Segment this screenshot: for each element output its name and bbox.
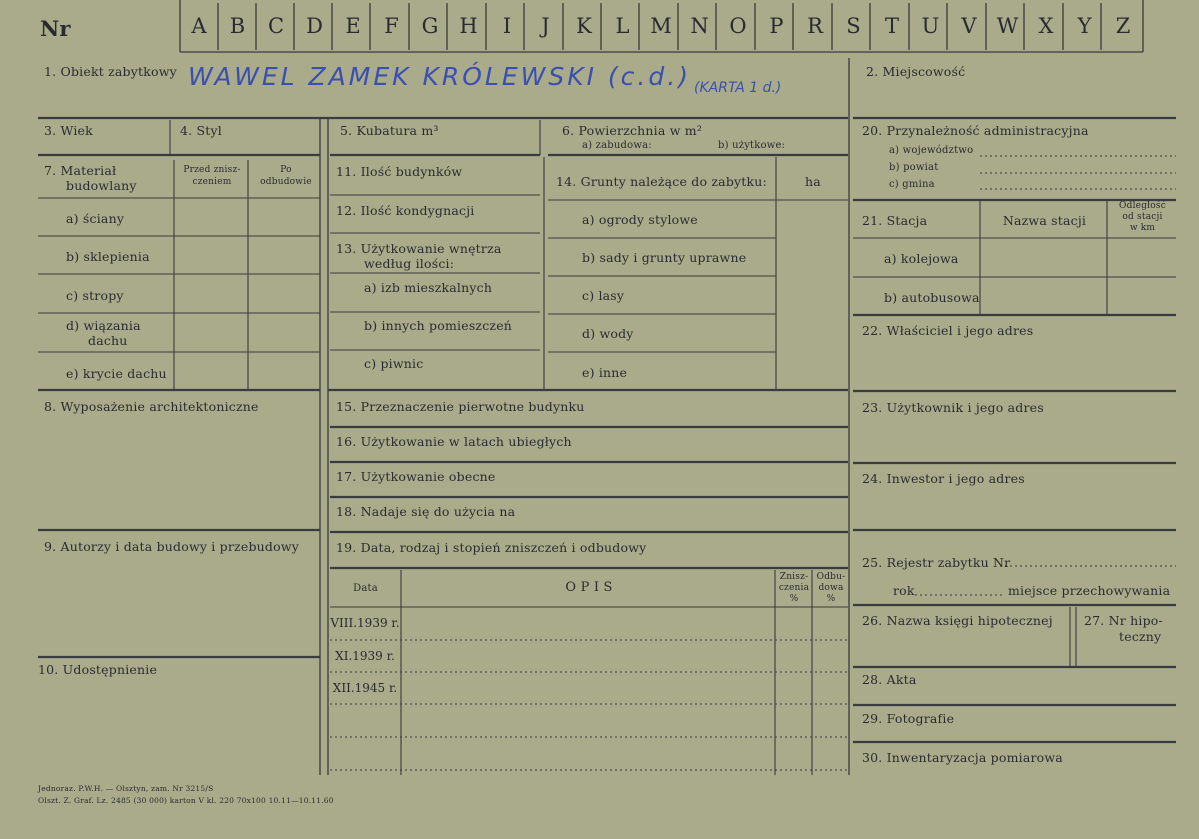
index-letter-f: F	[384, 14, 399, 38]
index-letter-t: T	[884, 14, 899, 38]
field-7-label: 7. Materiał	[44, 163, 117, 178]
field-27-label-2: teczny	[1119, 629, 1162, 644]
field-13-row-rooms: a) izb mieszkalnych	[364, 280, 493, 295]
index-letter-k: K	[576, 14, 592, 38]
field-7-col-after-2: odbudowie	[260, 177, 312, 187]
field-20-label: 20. Przynależność administracyjna	[862, 123, 1089, 138]
index-letter-m: M	[650, 14, 672, 38]
index-letter-j: J	[541, 14, 550, 38]
field-21-col-distance-3: w km	[1129, 223, 1156, 233]
field-7-label-2: budowlany	[66, 178, 137, 193]
field-27-label: 27. Nr hipo-	[1084, 613, 1163, 628]
index-letter-i: I	[502, 14, 512, 38]
field-12-label: 12. Ilość kondygnacji	[336, 203, 475, 218]
field-25-storage-place: miejsce przechowywania	[1008, 583, 1171, 598]
index-letter-r: R	[807, 14, 823, 38]
field-3-label: 3. Wiek	[44, 123, 93, 138]
field-1-handwritten-note: (KARTA 1 d.)	[694, 80, 782, 96]
field-8-label: 8. Wyposażenie architektoniczne	[44, 399, 259, 414]
field-7-row-roofing: e) krycie dachu	[66, 366, 167, 381]
field-21-bus: b) autobusowa	[884, 290, 980, 305]
field-7-col-after: Po	[280, 165, 292, 175]
index-letter-a: A	[191, 14, 207, 38]
field-7-row-vaults: b) sklepienia	[66, 249, 150, 264]
nr-label: Nr	[40, 16, 71, 41]
field-7-col-before: Przed znisz-	[183, 165, 241, 175]
field-16-label: 16. Użytkowanie w latach ubiegłych	[336, 434, 572, 449]
field-17-label: 17. Użytkowanie obecne	[336, 469, 496, 484]
field-19-col-rebuild-pct: %	[826, 594, 836, 604]
field-7-row-roof-truss: d) wiązania	[66, 318, 141, 333]
index-letter-w: W	[996, 14, 1019, 38]
field-13-label-2: według ilości:	[364, 256, 455, 271]
field-13-row-other: b) innych pomieszczeń	[364, 318, 513, 333]
field-19-col-rebuild-2: dowa	[818, 583, 844, 593]
index-letter-h: H	[459, 14, 478, 38]
field-22-label: 22. Właściciel i jego adres	[862, 323, 1034, 338]
field-30-label: 30. Inwentaryzacja pomiarowa	[862, 750, 1063, 765]
field-19-col-destruction-pct: %	[789, 594, 799, 604]
field-19-date-1: VIII.1939 r.	[330, 616, 400, 630]
field-19-date-3: XII.1945 r.	[332, 681, 398, 695]
index-letter-o: O	[729, 14, 747, 38]
printer-footer-line-1: Jednoraz. P.W.H. — Olsztyn, zam. Nr 3215/S	[38, 784, 214, 793]
index-letter-l: L	[615, 14, 630, 38]
field-15-label: 15. Przeznaczenie pierwotne budynku	[336, 399, 585, 414]
index-letter-c: C	[267, 14, 285, 38]
field-28-label: 28. Akta	[862, 672, 917, 687]
index-letter-x: X	[1038, 14, 1054, 38]
field-29-label: 29. Fotografie	[862, 711, 955, 726]
index-letter-g: G	[421, 14, 439, 38]
printer-footer-line-2: Olszt. Z. Graf. Lz. 2485 (30 000) karton V kl. 220 70x100 10.11—10.11.60	[38, 796, 334, 805]
field-25-label: 25. Rejestr zabytku Nr	[862, 555, 1011, 570]
field-20-county: b) powiat	[889, 162, 939, 173]
index-letter-s: S	[846, 14, 861, 38]
field-10-label: 10. Udostępnienie	[38, 662, 158, 677]
field-5-label: 5. Kubatura m³	[340, 123, 439, 138]
field-25-year: rok	[893, 583, 915, 598]
field-14-row-other: e) inne	[582, 365, 628, 380]
field-19-col-rebuild: Odbu-	[816, 572, 846, 582]
index-letter-y: Y	[1077, 14, 1092, 38]
field-21-label: 21. Stacja	[862, 213, 928, 228]
field-7-row-ceilings: c) stropy	[66, 288, 124, 303]
field-7-row-roof-truss-2: dachu	[88, 333, 128, 348]
field-23-label: 23. Użytkownik i jego adres	[862, 400, 1044, 415]
field-19-date-2: XI.1939 r.	[335, 649, 395, 663]
field-1-handwritten-value: WAWEL ZAMEK KRÓLEWSKI (c.d.)	[188, 62, 691, 91]
field-4-label: 4. Styl	[180, 123, 222, 138]
field-19-col-destruction: Znisz-	[779, 572, 809, 582]
field-19-col-destruction-2: czenia	[778, 583, 810, 593]
field-14-row-waters: d) wody	[582, 326, 634, 341]
field-7-col-before-2: czeniem	[192, 177, 232, 187]
field-14-label: 14. Grunty należące do zabytku:	[556, 174, 767, 189]
field-19-col-date: Data	[353, 583, 378, 594]
field-21-col-distance: Odległość	[1119, 201, 1166, 211]
index-letter-e: E	[345, 14, 361, 38]
field-19-col-description: O P I S	[565, 580, 613, 595]
field-6-label: 6. Powierzchnia w m²	[562, 123, 703, 138]
field-7-row-walls: a) ściany	[66, 211, 125, 226]
field-6a-label: a) zabudowa:	[582, 140, 652, 151]
field-21-railway: a) kolejowa	[884, 251, 959, 266]
index-letter-p: P	[769, 14, 784, 38]
field-14-row-forests: c) lasy	[582, 288, 625, 303]
field-26-label: 26. Nazwa księgi hipotecznej	[862, 613, 1053, 628]
field-2-label: 2. Miejscowość	[866, 64, 966, 79]
field-9-label: 9. Autorzy i data budowy i przebudowy	[44, 539, 299, 554]
field-6b-label: b) użytkowe:	[718, 140, 786, 151]
field-11-label: 11. Ilość budynków	[336, 164, 463, 179]
field-20-voivodeship: a) województwo	[889, 145, 974, 156]
field-14-unit: ha	[805, 174, 821, 189]
field-19-label: 19. Data, rodzaj i stopień zniszczeń i odbudowy	[336, 540, 647, 555]
index-letter-b: B	[229, 14, 246, 38]
index-letter-z: Z	[1115, 14, 1131, 38]
index-letter-v: V	[961, 14, 977, 38]
field-18-label: 18. Nadaje się do użycia na	[336, 504, 516, 519]
index-letter-n: N	[690, 14, 709, 38]
field-20-commune: c) gmina	[889, 179, 935, 190]
index-letter-d: D	[306, 14, 323, 38]
field-14-row-gardens: a) ogrody stylowe	[582, 212, 698, 227]
field-1-label: 1. Obiekt zabytkowy	[44, 64, 177, 79]
field-21-col-station-name: Nazwa stacji	[1002, 213, 1087, 228]
field-13-label: 13. Użytkowanie wnętrza	[336, 241, 502, 256]
field-14-row-orchards: b) sady i grunty uprawne	[582, 250, 747, 265]
index-letter-u: U	[921, 14, 940, 38]
field-21-col-distance-2: od stacji	[1122, 212, 1163, 222]
field-24-label: 24. Inwestor i jego adres	[862, 471, 1025, 486]
field-13-row-cellars: c) piwnic	[364, 356, 424, 371]
